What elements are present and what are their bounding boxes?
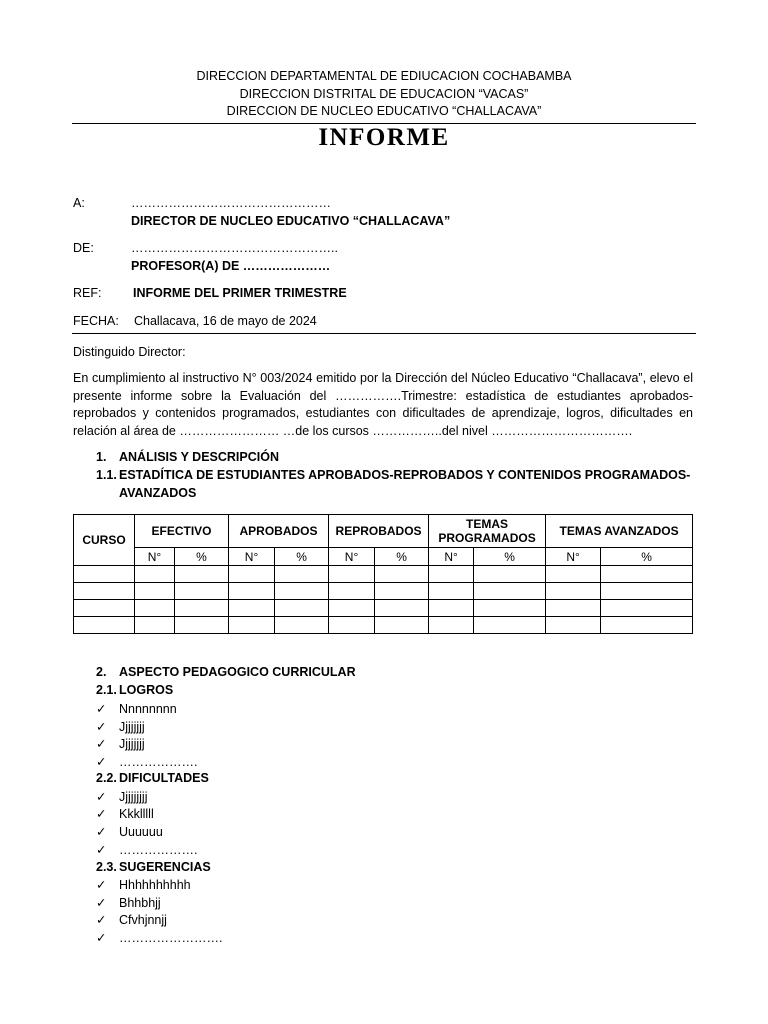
avanzados-pct: % xyxy=(601,548,693,566)
list-item xyxy=(96,912,167,927)
table-cell xyxy=(601,617,693,634)
list-item xyxy=(96,754,197,769)
col-aprobados: APROBADOS xyxy=(229,515,329,548)
table-cell xyxy=(375,617,429,634)
table-cell xyxy=(474,583,546,600)
aprobados-pct: % xyxy=(275,548,329,566)
table-cell xyxy=(546,583,601,600)
from-dots: ………………………………………….. xyxy=(131,241,338,255)
table-cell xyxy=(275,600,329,617)
col-efectivo: EFECTIVO xyxy=(135,515,229,548)
document-title: INFORME xyxy=(318,124,450,151)
table-cell xyxy=(175,566,229,583)
logro-text: ………………. xyxy=(119,755,198,769)
dificultades-title: DIFICULTADES xyxy=(119,771,209,785)
table-cell xyxy=(175,600,229,617)
check-icon: ✓ xyxy=(96,931,107,945)
table-cell xyxy=(135,617,175,634)
table-cell xyxy=(175,583,229,600)
table-cell xyxy=(275,583,329,600)
logros-number: 2.1. xyxy=(96,683,117,697)
sugerencia-text: Hhhhhhhhhh xyxy=(119,878,191,892)
table-cell xyxy=(375,583,429,600)
table-cell xyxy=(329,600,375,617)
list-item xyxy=(96,701,177,716)
table-cell xyxy=(275,617,329,634)
table-row xyxy=(74,583,693,600)
table-cell xyxy=(601,583,693,600)
sugerencias-title: SUGERENCIAS xyxy=(119,860,211,874)
greeting: Distinguido Director: xyxy=(73,345,186,359)
col-temas-programados-line2: PROGRAMADOS xyxy=(438,531,536,545)
section2-number: 2. xyxy=(96,665,107,679)
check-icon: ✓ xyxy=(96,790,107,804)
table-row xyxy=(74,566,693,583)
col-temas-programados xyxy=(429,515,546,548)
table-cell xyxy=(474,600,546,617)
section1-title: ANÁLISIS Y DESCRIPCIÓN xyxy=(119,450,279,464)
list-item xyxy=(96,736,145,751)
table-cell xyxy=(429,566,474,583)
check-icon: ✓ xyxy=(96,913,107,927)
list-item xyxy=(96,806,154,821)
logro-text: Jjjjjjjj xyxy=(119,737,145,751)
table-cell xyxy=(474,617,546,634)
list-item xyxy=(96,789,147,804)
dificultad-text: Kkklllll xyxy=(119,807,154,821)
table-subheader-row xyxy=(74,548,693,566)
sugerencia-text: Cfvhjnnjj xyxy=(119,913,167,927)
to-dots: ………………………………………… xyxy=(131,196,331,210)
table-cell xyxy=(229,583,275,600)
table-cell xyxy=(135,566,175,583)
dificultades-number: 2.2. xyxy=(96,771,117,785)
table-cell xyxy=(229,600,275,617)
table-cell xyxy=(275,566,329,583)
date-label: FECHA: xyxy=(73,314,119,328)
dificultad-text: Uuuuuu xyxy=(119,825,163,839)
ref-value: INFORME DEL PRIMER TRIMESTRE xyxy=(133,286,347,300)
col-temas-avanzados: TEMAS AVANZADOS xyxy=(546,515,693,548)
table-cell xyxy=(329,583,375,600)
table-cell xyxy=(329,617,375,634)
date-value: Challacava, 16 de mayo de 2024 xyxy=(134,314,317,328)
list-item xyxy=(96,824,163,839)
table-cell xyxy=(135,583,175,600)
table-cell xyxy=(546,617,601,634)
table-row xyxy=(74,600,693,617)
table-cell xyxy=(601,566,693,583)
table-cell xyxy=(229,566,275,583)
aprobados-num: N° xyxy=(229,548,275,566)
section1-1-number: 1.1. xyxy=(96,468,117,482)
body-paragraph: En cumplimiento al instructivo N° 003/2024 emitido por la Dirección del Núcleo Educativo “Challacava”, elevo el presente informe sobre la Evaluación del …………….Trimestre: estadística de estudiantes aprobados-reprobados y contenidos programados, estudiantes con dificultades de aprendizaje, logros, dificultades en relación al área de …………………… …de los cursos ……………..del nivel ……………………………. xyxy=(73,371,693,438)
section2-title: ASPECTO PEDAGOGICO CURRICULAR xyxy=(119,665,356,679)
bottom-rule xyxy=(72,333,696,334)
list-item xyxy=(96,842,197,857)
sugerencias-number: 2.3. xyxy=(96,860,117,874)
table-cell xyxy=(74,583,135,600)
table-cell xyxy=(429,583,474,600)
check-icon: ✓ xyxy=(96,807,107,821)
list-item xyxy=(96,719,145,734)
ref-label: REF: xyxy=(73,286,102,300)
header-distrital: DIRECCION DISTRITAL DE EDUCACION “VACAS” xyxy=(239,87,529,101)
table-cell xyxy=(229,617,275,634)
table-cell xyxy=(135,600,175,617)
check-icon: ✓ xyxy=(96,755,107,769)
to-label: A: xyxy=(73,196,85,210)
check-icon: ✓ xyxy=(96,825,107,839)
section1-1-title-cont: AVANZADOS xyxy=(119,486,197,500)
table-cell xyxy=(429,600,474,617)
list-item xyxy=(96,877,191,892)
from-label: DE: xyxy=(73,241,94,255)
logros-title: LOGROS xyxy=(119,683,174,697)
statistics-table xyxy=(73,514,693,634)
table-cell xyxy=(74,566,135,583)
list-item xyxy=(96,930,222,945)
table-cell xyxy=(429,617,474,634)
table-cell xyxy=(601,600,693,617)
sugerencia-text: Bhhbhjj xyxy=(119,896,161,910)
table-cell xyxy=(74,600,135,617)
table-cell xyxy=(546,600,601,617)
table-row xyxy=(74,617,693,634)
table-header-row xyxy=(74,515,693,548)
col-reprobados: REPROBADOS xyxy=(329,515,429,548)
logro-text: Nnnnnnnn xyxy=(119,702,177,716)
efectivo-num: N° xyxy=(135,548,175,566)
col-temas-programados-line1: TEMAS xyxy=(466,517,509,531)
check-icon: ✓ xyxy=(96,737,107,751)
check-icon: ✓ xyxy=(96,843,107,857)
table-cell xyxy=(175,617,229,634)
reprobados-pct: % xyxy=(375,548,429,566)
table-cell xyxy=(375,566,429,583)
efectivo-pct: % xyxy=(175,548,229,566)
sugerencia-text: ……………………. xyxy=(119,931,223,945)
to-value: DIRECTOR DE NUCLEO EDUCATIVO “CHALLACAVA” xyxy=(131,214,451,228)
dificultad-text: ………………. xyxy=(119,843,198,857)
check-icon: ✓ xyxy=(96,702,107,716)
table-cell xyxy=(546,566,601,583)
programados-num: N° xyxy=(429,548,474,566)
check-icon: ✓ xyxy=(96,720,107,734)
table-cell xyxy=(375,600,429,617)
programados-pct: % xyxy=(474,548,546,566)
table-cell xyxy=(474,566,546,583)
section1-number: 1. xyxy=(96,450,107,464)
col-curso: CURSO xyxy=(74,515,135,566)
header-nucleo: DIRECCION DE NUCLEO EDUCATIVO “CHALLACAVA” xyxy=(226,104,542,118)
check-icon: ✓ xyxy=(96,896,107,910)
avanzados-num: N° xyxy=(546,548,601,566)
from-value: PROFESOR(A) DE ………………… xyxy=(131,259,331,273)
logro-text: Jjjjjjjj xyxy=(119,720,145,734)
header-departamental: DIRECCION DEPARTAMENTAL DE EDIUCACION COCHABAMBA xyxy=(196,69,572,83)
table-cell xyxy=(74,617,135,634)
check-icon: ✓ xyxy=(96,878,107,892)
table-cell xyxy=(329,566,375,583)
list-item xyxy=(96,895,161,910)
reprobados-num: N° xyxy=(329,548,375,566)
section1-1-title: ESTADÍTICA DE ESTUDIANTES APROBADOS-REPROBADOS Y CONTENIDOS PROGRAMADOS- xyxy=(119,468,691,482)
dificultad-text: Jjjjjjjjj xyxy=(119,790,148,804)
